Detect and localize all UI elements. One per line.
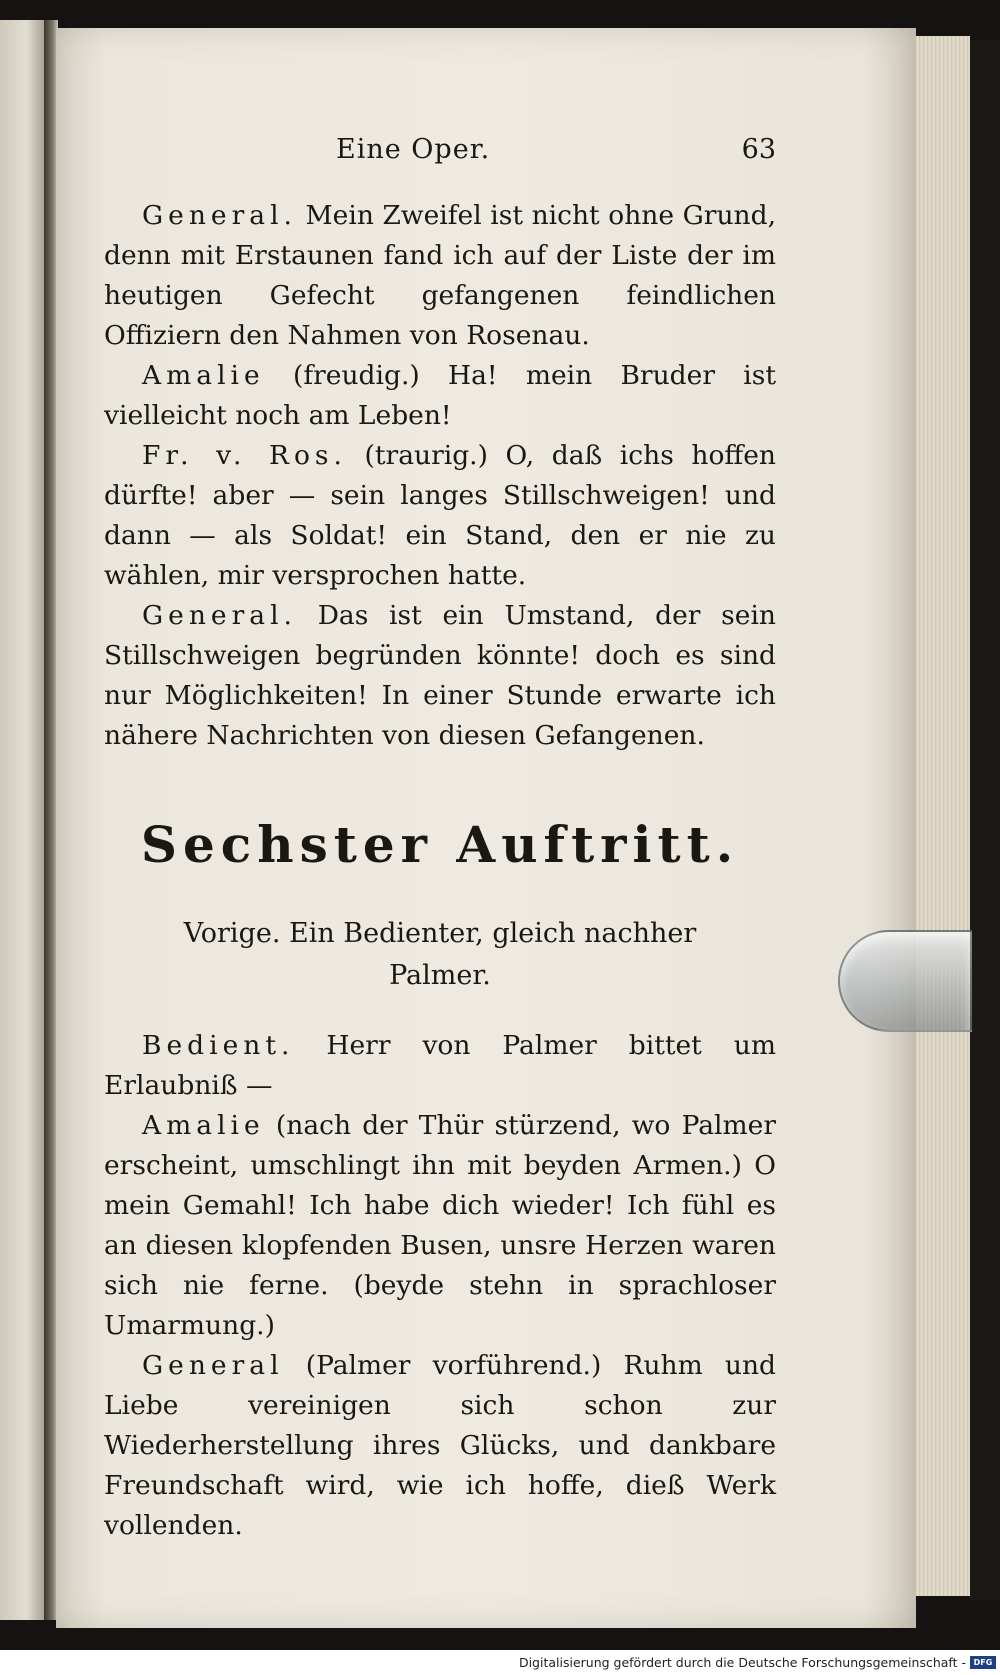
speech-text: (nach der Thür stürzend, wo Palmer erscheint, umschlingt ihn mit beyden Armen.) O mein Gemahl! Ich habe dich wieder! Ich fühl es an diesen klopfenden Busen, unsre Herzen waren sich nie ferne. (beyde stehn in sprachloser Umarmung.) — [104, 1110, 776, 1341]
speaker-name: Fr. v. Ros. — [142, 440, 347, 471]
scene-heading: Sechster Auftritt. — [140, 815, 740, 874]
cast-line-1: Vorige. Ein Bedienter, gleich nachher — [183, 918, 697, 949]
speaker-name: Amalie — [142, 1110, 265, 1141]
speaker-name: General — [142, 1350, 284, 1381]
page-holder-clip — [838, 930, 972, 1032]
speech-bedient — [104, 1026, 776, 1106]
speech-text: Mein Zweifel ist nicht ohne Grund, denn mit Erstaunen fand ich auf der Liste der im heutigen Gefecht gefangenen feindlichen Offiziern den Nahmen von Rosenau. — [104, 200, 776, 351]
cast-line-2: Palmer. — [389, 960, 491, 991]
dfg-logo: DFG — [970, 1656, 996, 1669]
speech-text: (freudig.) Ha! mein Bruder ist vielleicht noch am Leben! — [104, 360, 776, 431]
speaker-name: General. — [142, 200, 297, 231]
page-number: 63 — [741, 134, 776, 165]
speech-general-2 — [104, 596, 776, 756]
speech-text: Herr von Palmer bittet um Erlaubniß — — [104, 1030, 776, 1101]
speech-text: (Palmer vorführend.) Ruhm und Liebe vereinigen sich schon zur Wiederherstellung ihres Glücks, und dankbare Freundschaft wird, wie ich hoffe, dieß Werk vollenden. — [104, 1350, 776, 1541]
page-stack-edge — [916, 36, 970, 1596]
running-title: Eine Oper. — [336, 134, 491, 165]
facing-page-edge — [0, 20, 44, 1620]
speech-general-1 — [104, 196, 776, 356]
funding-credit: Digitalisierung gefördert durch die Deutsche Forschungsgemeinschaft - — [518, 1655, 966, 1670]
speech-general-3 — [104, 1346, 776, 1546]
speaker-name: Bedient. — [142, 1030, 295, 1061]
speech-amalie-1 — [104, 356, 776, 436]
digitization-footer — [0, 1650, 1000, 1675]
speech-text: Das ist ein Umstand, der sein Stillschweigen begründen könnte! doch es sind nur Möglichkeiten! In einer Stunde erwarte ich nähere Nachrichten von diesen Gefangenen. — [104, 600, 776, 751]
speech-amalie-2 — [104, 1106, 776, 1346]
speaker-name: Amalie — [142, 360, 265, 391]
page-header — [104, 134, 776, 174]
speech-text: (traurig.) O, daß ichs hoffen dürfte! aber — sein langes Stillschweigen! und dann — als Soldat! ein Stand, den er nie zu wählen, mir versprochen hatte. — [104, 440, 776, 591]
dialogue-block-1 — [104, 196, 776, 756]
speech-fr-ros — [104, 436, 776, 596]
speaker-name: General. — [142, 600, 297, 631]
scan-background — [970, 40, 1000, 1600]
cast-list — [104, 913, 776, 997]
dialogue-block-2 — [104, 1026, 776, 1546]
